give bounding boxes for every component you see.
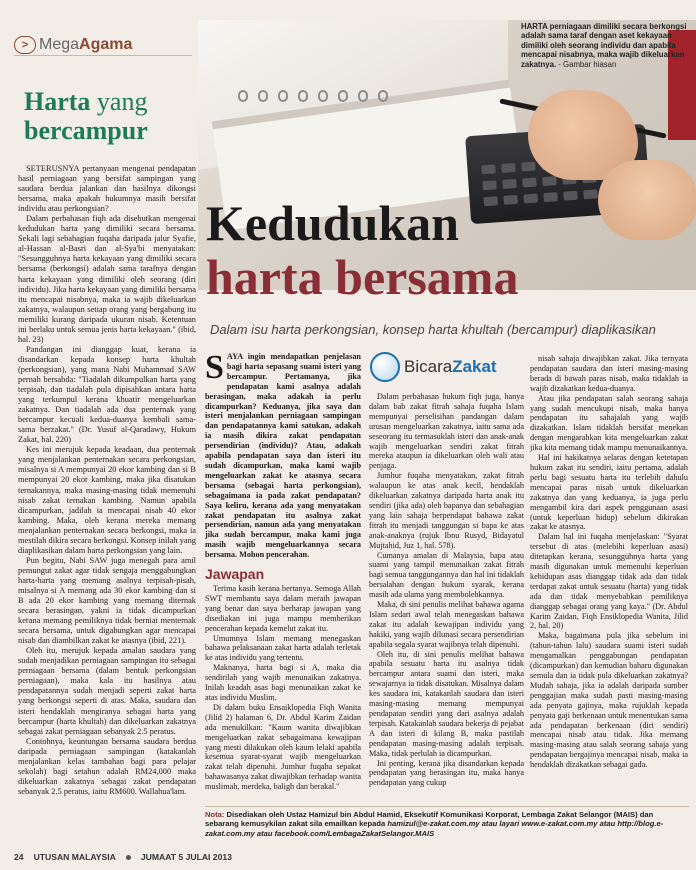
paragraph: Umumnya Islam memang menegaskan bahawa pelaksanaan zakat harta adalah terletak ke atas individu yang tertentu. <box>205 633 361 663</box>
section-arrow-icon: > <box>14 36 36 54</box>
paragraph: SETERUSNYA pertanyaan mengenai pendapatan hasil perniagaan yang bersifat sampingan yang saudara berdua jalankan dan hasilnya dikongsi bersama, maka apakah hukumnya masih bersifat individu atau perkongsian? <box>18 164 196 214</box>
drop-cap: S <box>205 352 224 386</box>
answer-heading: Jawapan <box>205 566 265 583</box>
note-body: Disediakan oleh Ustaz Hamizul bin Abdul Hamid, Eksekutif Komunikasi Korporat, Lembaga Zakat Selangor (MAIS) dan sebarang kemusykilan zakat sila emailkan kepada <box>205 810 654 829</box>
paragraph: Terima kasih kerana bertanya. Semoga Allah SWT membantu saya dalam meraih jawapan yang benar dan saya berharap jawapan yang disediakan ini juga mampu memberikan pencerahan kepada kemelut zakat itu. <box>205 584 361 633</box>
paragraph: Maka, bagaimana pula jika sebelum ini (tahun-tahun lalu) saudara suami isteri sudah mengamalkan penggabungan pendapatan (dicampurkan) dan kemudian baharu digunakan semula dan ia tidak pula dikeluarkan zakatnya? Mudah sahaja, jika ia adalah daripada sumber penggajian maka sudah pasti masing-masing ada penyata gajinya, maka rujuklah kepada penyata gaji berkenaan untuk menentukan sama ada pendapatan berkenaan (diri sendiri) mencapai nisab atau tidak. Jika memang masing-masing atau salah seorang sahaja yang pendapatan bergajinya mencapai nisab, maka ia hendaklah dizakatkan sebagai gada. <box>530 631 688 770</box>
paragraph: Dalam perbahasan hukum fiqh juga, hanya dalam bab zakat fitrah sahaja fuqaha Islam mempunyai perselisihan pandangan dalam urusan mengeluarkan zakatnya, iaitu sama ada seseorang itu termasuklah isteri dan anak-anak wajib mengeluarkan sendiri zakat fitrah mereka ataupun ia dikeluarkan oleh wali atau penjaga. <box>369 392 524 471</box>
section-name-agama: Agama <box>79 35 133 53</box>
notebook-ring <box>338 90 348 102</box>
caption-text: HARTA perniagaan dimiliki secara berkongsi adalah sama taraf dengan aset kekayaan dimiliki oleh seorang individu dan apabila mencapai nisabnya, maka wajib dikeluarkan zakatnya. <box>521 22 687 69</box>
sub-headline-word3: bercampur <box>24 115 148 145</box>
paragraph: Hal ini hakikatnya selaras dengan ketetapan hukum zakat itu sendiri, iaitu pertama, adalah perlu bagi sesuatu harta itu terlebih dahulu mencapai paras nisab untuk dikeluarkan zakatnya dan yang keduanya, ia juga perlu mengambil kira dari aspek penggunaan asasi (untuk keperluan hidup) sebelum dikirakan zakat ke atasnya. <box>530 453 688 532</box>
headline-deck <box>210 322 656 337</box>
paragraph: Dalam hal ini fuqaha menjelaskan: "Syarat tersebut di atas (melebihi keperluan asasi) ditetapkan kerana, sesungguhnya harta yang masih digunakan untuk memenuhi keperluan kehidupan asas dianggap tidak ada dan tidak terdapat zakat untuk sesuatu (harta) yang tidak ada dan tidak menyebabkan pemiliknya dianggap sebagai orang yang kaya." (Dr. Abdul Karim Zaidan, Fiqh Ensiklopedia Wanita, Jilid 2, hal. 20) <box>530 532 688 631</box>
note-links: hamizul@e-zakat.com.my atau layari www.e-zakat.com.my atau http://blog.e-zakat.com.my atau facebook.com/LembagaZakatSelangor.MAIS <box>205 819 664 838</box>
page-footer <box>14 852 684 862</box>
paragraph: Oleh itu, merujuk kepada amalan saudara yang sudah menjadikan perniagaan sampingan itu sebagai perniagaan bersama (dalam bentuk perkongsian perniagaan), maka kala itu hasilnya atau pendapatannya sudah menjadi seperti zakat harta yang berkongsi seperti di atas. Maka, saudara dan isteri hendaklah mengiranya sebagai harta yang bercampur (harta khultah) dan dikeluarkan zakatnya sebagai zakat perniagaan sebanyak 2.5 peratus. <box>18 646 196 736</box>
caption-credit: - Gambar hiasan <box>556 59 617 69</box>
paragraph: Kes ini merujuk kepada keadaan, dua penternak yang menjalankan penternakan secara perkongsian, misalnya si A mempunyai 20 ekor kambing dan si B mempunyai 20 ekor kambing, maka jika disatukan ternakannya, maka masing-masing tidak memenuhi nisab zakat ternakan kambing. Namun apabila dicampurkan, jadilah ia mencapai nisab 40 ekor kambing. Maka, oleh kerana mereka memang menjalankan penternakan secara berkongsi, maka ia mestilah dikira secara berkongsi. Konsep inilah yang diaplikasikan dalam harta perkongsian yang lain. <box>18 445 196 555</box>
paragraph: Cumanya amalan di Malaysia, bapa atau suami yang tampil menunaikan zakat fitrah bagi semua tanggungannya dan hal ini tidaklah bersalahan dengan hukum syarak, kerana masih ada ulama yang membolehkannya. <box>369 550 524 600</box>
question-answer-column <box>205 352 361 792</box>
paragraph: nisab sahaja diwajibkan zakat. Jika ternyata pendapatan saudara dan isteri masing-masing berada di bawah paras nisab, maka tidaklah ia wajib dizakatkan kedua-duanya. <box>530 354 688 393</box>
paragraph: Oleh itu, di sini penulis melihat bahawa apabila sesuatu harta itu asalnya tidak bercampur antara suami dan isteri, maka sewajarnya ia tidak disatukan. Misalnya dalam kes saudara ini, katakanlah saudara dan isteri masing-masing memang mempunyai pendapatan sendiri yang dari asalnya adalah terpisah. Katakanlah saudara bekerja di pejabat A dan isteri di kilang B, maka pastilah pendapatan masing-masing adalah terpisah. Maka, tidak perlulah ia dicampurkan. <box>369 649 524 758</box>
sub-article-headline <box>24 88 184 145</box>
right-column-text <box>530 354 688 792</box>
note-label: Nota: <box>205 810 225 819</box>
sub-headline-word1: Harta <box>24 87 91 116</box>
reader-question <box>205 352 361 560</box>
notebook-ring <box>278 90 288 102</box>
notebook-ring <box>318 90 328 102</box>
globe-icon <box>370 352 400 382</box>
answer-text <box>205 584 361 792</box>
notebook-ring <box>258 90 268 102</box>
paragraph: Maka, di sini penulis melihat bahawa agama Islam sedari awal telah menegaskan bahawa zakat itu adalah kewajipan individu yang hakiki, yang wajib dilunasi secara persendirian apabila segala syarat wajibnya telah dipenuhi. <box>369 600 524 649</box>
main-headline <box>206 196 518 304</box>
photo-caption <box>521 22 689 69</box>
headline-line1: Kedudukan <box>206 195 459 251</box>
section-name-mega: Mega <box>39 35 80 53</box>
paragraph: Atau jika pendapatan salah seorang sahaja yang sudah mencukupi nisab, maka hanya pendapatan itu sahajalah yang wajib dizakatkan. Islam tidaklah bersifat menekan dengan mengarahkan kita mengeluarkan zakat jika kita memang tidak mampu menunaikannya. <box>530 393 688 453</box>
bullet-icon <box>126 855 131 860</box>
deck-text-after: (bercampur) diaplikasikan <box>503 322 656 337</box>
section-header <box>14 34 192 56</box>
paragraph: Maknanya, harta bagi si A, maka dia sendirilah yang wajib menunaikan zakatnya. Inilah keadah asas bagi menunaikan zakat ke atas individu Muslim. <box>205 663 361 702</box>
headline-line2: harta bersama <box>206 249 519 305</box>
hand-shape <box>598 160 696 240</box>
issue-date: JUMAAT 5 JULAI 2013 <box>140 852 232 862</box>
notebook-ring <box>238 90 248 102</box>
paragraph: Jumhur fuqaha menyatakan, zakat fitrah walaupun ke atas anak kecil, hendaklah dikeluarkan zakatnya daripada harta anak itu sendiri (jika ada) oleh bapanya dan sebahagian yang lain sahaja berpendapat bahawa zakat fitrah itu menjadi tanggungan si bapa ke atas anak-anaknya (rujuk Ibnu Rusyd, Bidayatul Mujtahid, Juz 1, hal. 578). <box>369 471 524 550</box>
question-text: AYA ingin mendapatkan penjelasan bagi harta sepasang suami isteri yang bercampur. Pertamanya, jika pendapatan kami asalnya adalah berasingan, maka adakah ia perlu dicampurkan? Keduanya, jika saya dan isteri menjalankan perniagaan sampingan dan pendapatannya kami satukan, adakah ia masih dikira zakat pendapatan persendirian (individu)? Atau, adakah apabila pendapatan saya dan isteri itu sudah dicampurkan, maka kami wajib mengeluarkan zakat ke atasnya secara bersama (sebagai harta perkongsian), sebagaimana ia pada zakat pendapatan? Saya keliru, kerana ada yang menyatakan zakat pendapatan itu asalnya zakat persendirian, namun ada yang menyatakan jika sudah bercampur, maka kami juga masih wajib mengeluarkannya secara bersama. Mohon pencerahan. <box>205 352 361 560</box>
notebook-ring <box>298 90 308 102</box>
left-column-text <box>18 164 196 854</box>
paragraph: Dalam perbahasan fiqh ada disebutkan mengenai kedudukan harta yang dimiliki secara bersama. Sekali lagi sebahagian fuqaha daripada jalur Syafie, al-Hassan al-Basri dan al-Sya'bi menyatakan: "Sesungguhnya harta kekayaan yang dimiliki secara bersama (berkongsi) adalah sama tarafnya dengan harta kekayaan yang dimiliki oleh seorang (diri individu). Jika harta kekayaan yang dimiliki bersama itu mencapai nisabnya, maka ia wajib dikeluarkan zakatnya, walaupun setiap orang yang bergabung itu memiliki kurang daripada ukuran nisab. Ketentuan ini berlaku untuk semua jenis harta kekayaan." (ibid, hal. 23) <box>18 214 196 344</box>
logo-word2: Zakat <box>452 357 497 376</box>
notebook-ring <box>378 90 388 102</box>
author-note <box>205 806 689 838</box>
sub-headline-word2: yang <box>96 87 148 116</box>
deck-italic: khultah <box>461 322 504 337</box>
newspaper-name: UTUSAN MALAYSIA <box>33 852 116 862</box>
paragraph: Pun begitu, Nabi SAW juga menegah para amil pemungut zakat agar tidak sengaja menggabungkan harta-harta yang memang asalnya terpisah-pisah, misalnya si A memang ada 30 ekor kambing dan si B ada 20 ekor kambing yang memang diternak secara berasingan, yakni ia tidak dicampurkan kerana memang pemiliknya tidak berniat menternak secara bersama, untuk digabungkan agar mencapai nisab dan diambilkan zakat ke atasnya (ibid, 221). <box>18 555 196 646</box>
middle-column-text <box>369 392 524 792</box>
page-number: 24 <box>14 852 24 862</box>
bicara-zakat-logo <box>370 352 497 382</box>
logo-word1: Bicara <box>404 357 453 376</box>
paragraph: Di dalam buku Ensaiklopedia Fiqh Wanita (Jilid 2) halaman 6, Dr. Abdul Karim Zaidan ada menukilkan: "Kaum wanita diwajibkan mengeluarkan zakat sebagaimana kewajipan yang mesti dilakukan oleh kaum lelaki apabila kesemua syarat-syarat wajib mengeluarkan zakat telah dipenuhi. Jumhur fuqaha sepakat bahawasanya zakat diwajibkan terhadap wanita muslimah, merdeka, baligh dan berakal." <box>205 702 361 792</box>
notebook-ring <box>358 90 368 102</box>
paragraph: Pandangan ini dianggap kuat, kerana ia disandarkan kepada konsep harta khultah (perkongsian), yang mana Nabi Muhammad SAW pernah bersabda: "Tiadalah dikumpulkan harta yang terpisah, dan tiadalah pula dipisahkan antara harta yang terkumpul kerana khuatir mengeluarkan zakatnya. Dan tiadalah ada dua penternak yang bercampur kecuali kedua-duanya kembali sama-sama berzakat." (Dr. Yusuf al-Qaradawy, Hukum Zakat, hal. 220) <box>18 344 196 445</box>
paragraph: Contohnya, keuntungan bersama saudara berdua daripada perniagaan sampingan (katakanlah menjalankan kelas tambahan bagi para pelajar sekolah) bagi setahun adalah RM24,000 maka dikeluarkan zakatnya sebagai zakat pendapatan sebanyak 2.5 peratus, iaitu RM600. Wallahua'lam. <box>18 736 196 796</box>
deck-text-before: Dalam isu harta perkongsian, konsep harta <box>210 322 462 337</box>
paragraph: Ini penting, kerana jika disandarkan kepada pendapatan yang berasingan itu, maka hanya pendapatan yang cukup <box>369 758 524 788</box>
